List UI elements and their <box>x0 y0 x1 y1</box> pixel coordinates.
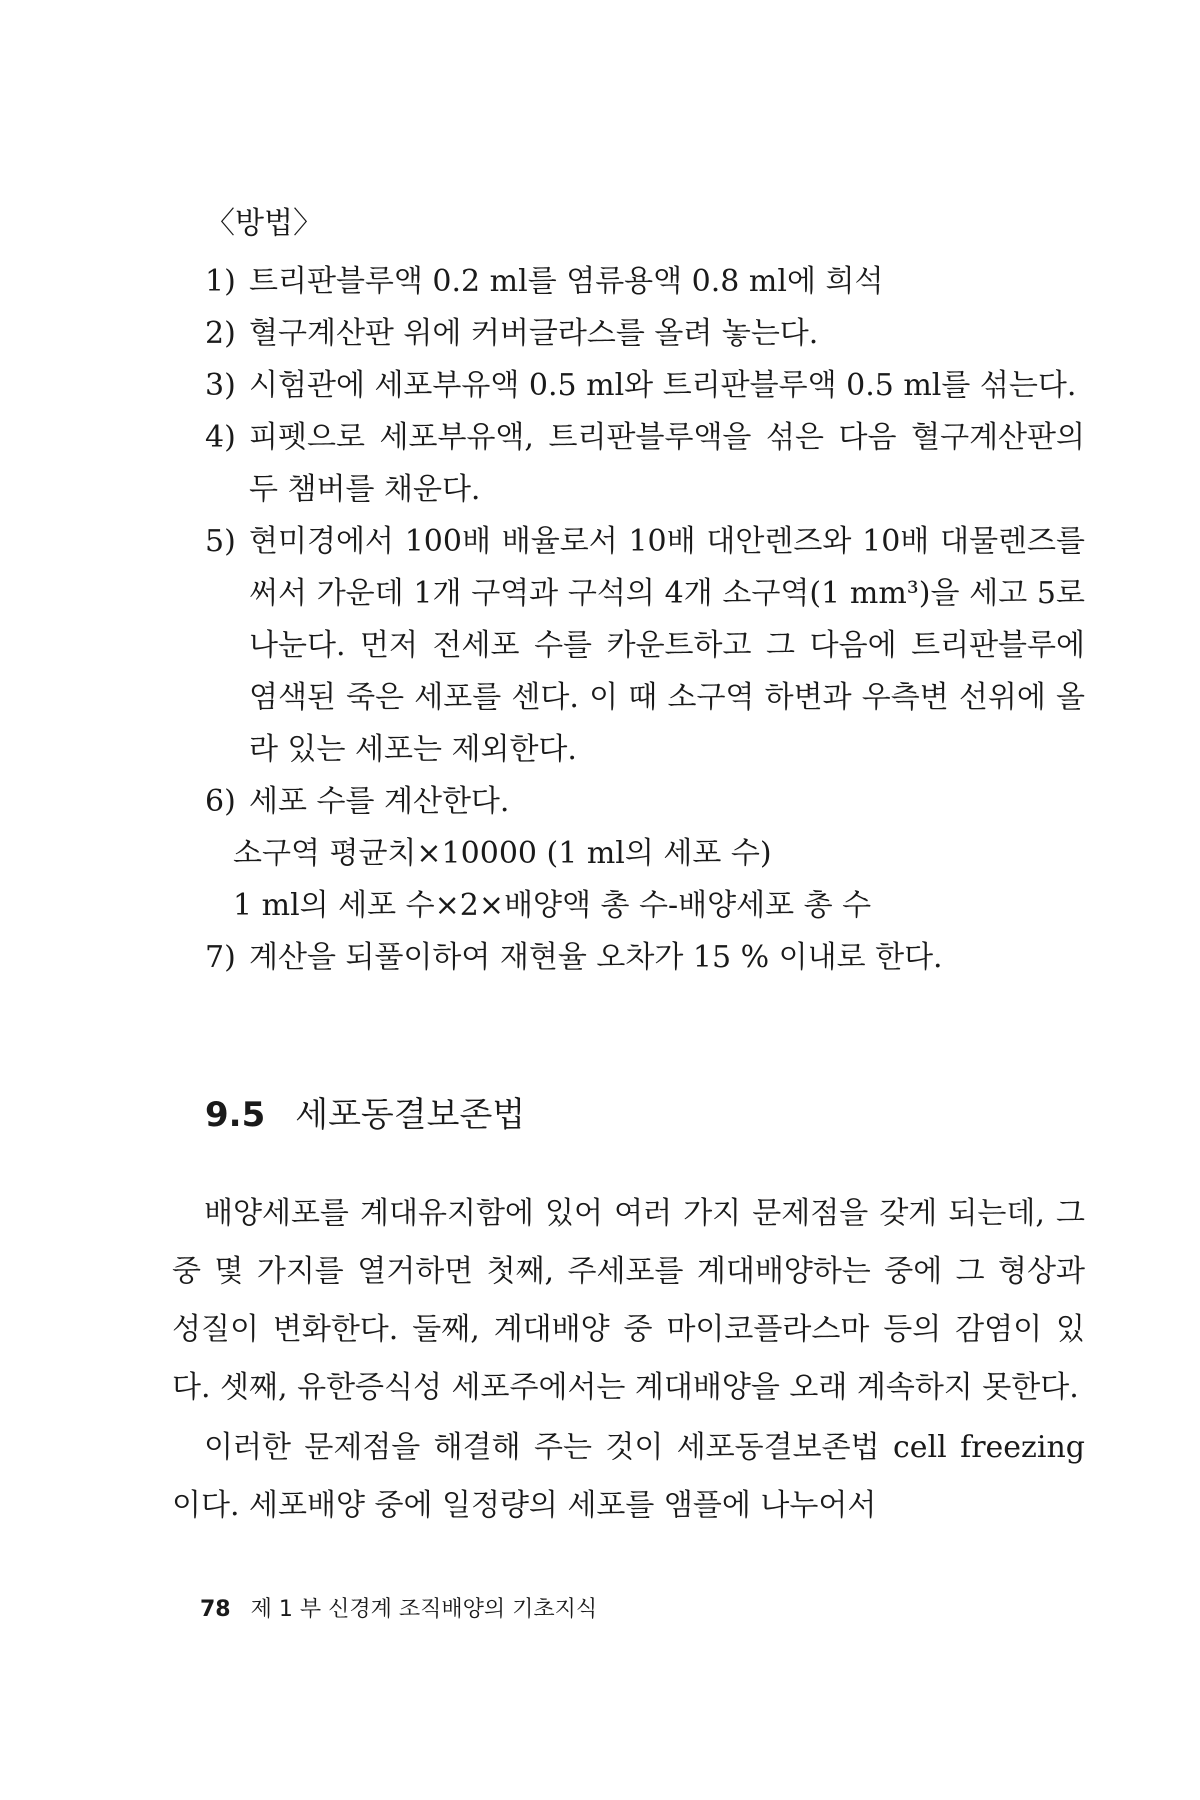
section-number: 9.5 <box>205 1095 266 1135</box>
step-number: 4) <box>205 420 236 455</box>
method-heading: 〈방법〉 <box>205 206 323 241</box>
method-step <box>205 256 1085 308</box>
paragraph: 배양세포를 계대유지함에 있어 여러 가지 문제점을 갖게 되는데, 그 중 몇 가지를 열거하면 첫째, 주세포를 계대배양하는 중에 그 형상과 성질이 변화한다. 둘째, 계대배양 중 마이코플라스마 등의 감염이 있다. 셋째, 유한증식성 세포주에서는 계대배양을 오래 계속하지 못한다. <box>172 1196 1085 1405</box>
step-number: 6) <box>205 784 236 819</box>
method-step <box>205 360 1085 412</box>
step-text: 세포 수를 계산한다. <box>249 784 510 819</box>
step-text: 혈구계산판 위에 커버글라스를 올려 놓는다. <box>249 316 819 351</box>
section-title: 세포동결보존법 <box>295 1095 526 1135</box>
step-text: 현미경에서 100배 배율로서 10배 대안렌즈와 10배 대물렌즈를 써서 가운데 1개 구역과 구석의 4개 소구역(1 mm³)을 세고 5로 나눈다. 먼저 전세포 수를 카운트하고 그 다음에 트리판블루에 염색된 죽은 세포를 센다. 이 때 소구역 하변과 우측변 선위에 올라 있는 세포는 제외한다. <box>249 524 1085 767</box>
method-step <box>205 412 1085 516</box>
running-title: 제 1 부 신경계 조직배양의 기초지식 <box>250 1597 598 1622</box>
step-number: 5) <box>205 524 236 559</box>
page-footer <box>200 1595 597 1625</box>
body-text <box>172 1185 1085 1537</box>
method-step <box>205 308 1085 360</box>
step-number: 1) <box>205 264 236 299</box>
section-heading <box>205 1090 525 1140</box>
formula-line: 1 ml의 세포 수×2×배양액 총 수-배양세포 총 수 <box>233 888 872 923</box>
step-number: 7) <box>205 940 236 975</box>
method-block <box>205 198 1085 984</box>
method-step <box>205 516 1085 776</box>
step-text: 계산을 되풀이하여 재현율 오차가 15 % 이내로 한다. <box>249 940 943 975</box>
paragraph: 이러한 문제점을 해결해 주는 것이 세포동결보존법 cell freezing이다. 세포배양 중에 일정량의 세포를 앰플에 나누어서 <box>172 1430 1085 1523</box>
method-step <box>205 776 1085 828</box>
step-text: 피펫으로 세포부유액, 트리판블루액을 섞은 다음 혈구계산판의 두 챔버를 채운다. <box>249 420 1085 507</box>
step-text: 트리판블루액 0.2 ml를 염류용액 0.8 ml에 희석 <box>249 264 884 299</box>
step-number: 3) <box>205 368 236 403</box>
method-step <box>205 932 1085 984</box>
formula-line: 소구역 평균치×10000 (1 ml의 세포 수) <box>233 836 772 871</box>
step-text: 시험관에 세포부유액 0.5 ml와 트리판블루액 0.5 ml를 섞는다. <box>249 368 1077 403</box>
step-number: 2) <box>205 316 236 351</box>
page-number: 78 <box>200 1597 231 1622</box>
